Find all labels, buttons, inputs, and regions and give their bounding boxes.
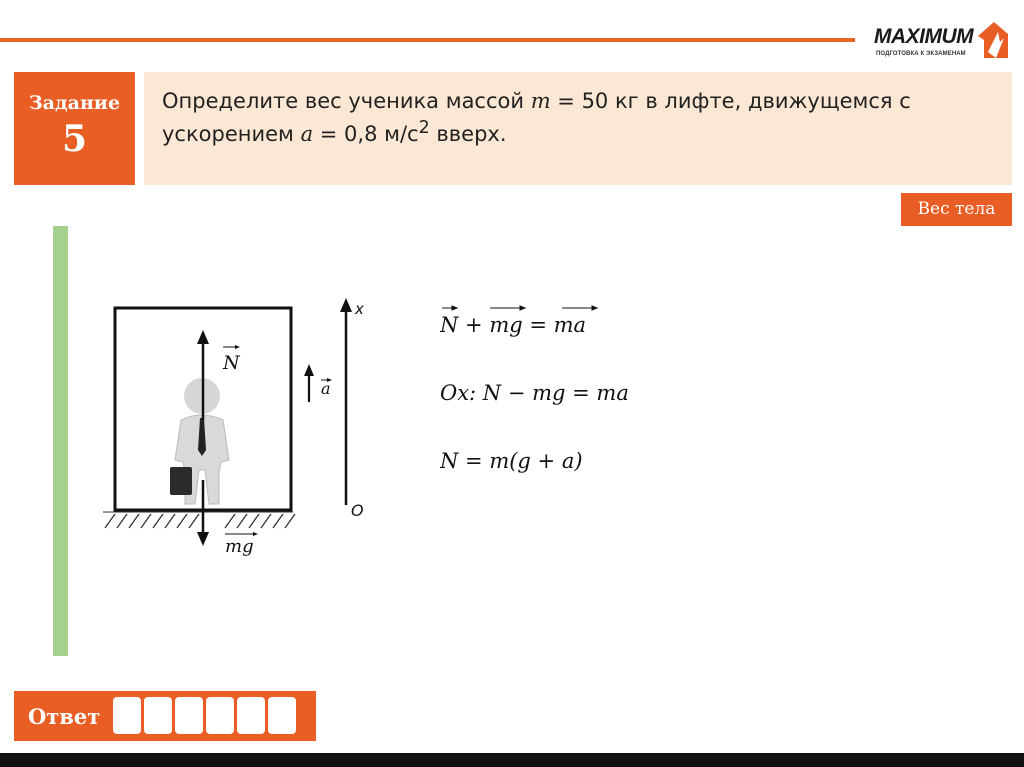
equation-result: N = m(g + a): [440, 449, 583, 473]
answer-cell[interactable]: [268, 697, 296, 734]
logo-tagline: ПОДГОТОВКА К ЭКЗАМЕНАМ: [876, 51, 966, 57]
x-axis-label: x: [355, 300, 364, 318]
elevator-diagram: [95, 290, 395, 570]
answer-cell[interactable]: [206, 697, 234, 734]
logo-house-icon: [976, 18, 1010, 62]
answer-cell[interactable]: [113, 697, 141, 734]
task-label: Задание: [28, 92, 121, 114]
question-text: [162, 86, 962, 150]
answer-label: Ответ: [28, 704, 101, 729]
question-part3: = 0,8 м/с: [313, 122, 419, 147]
question-part4: вверх.: [429, 122, 507, 147]
answer-cell[interactable]: [144, 697, 172, 734]
accel-symbol: a: [300, 122, 314, 147]
question-panel: [144, 72, 1012, 185]
task-number-box: [14, 72, 135, 185]
task-number: 5: [61, 118, 88, 160]
topic-badge[interactable]: Вес тела: [901, 193, 1012, 226]
logo-word: MAXIMUM: [874, 25, 974, 48]
student-figure: [170, 378, 229, 504]
answer-cells: [113, 697, 296, 734]
equation-projection: Ox: N − mg = ma: [440, 381, 629, 405]
answer-cell[interactable]: [237, 697, 265, 734]
equation-vector-sum: N + mg = ma: [440, 313, 587, 337]
answer-cell[interactable]: [175, 697, 203, 734]
question-superscript: 2: [418, 118, 430, 139]
normal-force-label: N: [223, 352, 240, 374]
acceleration-label: a: [321, 379, 331, 398]
origin-label: O: [351, 501, 364, 520]
floor-hatching: [105, 514, 295, 528]
maximum-logo: [872, 18, 1012, 68]
question-part2: = 50 кг в лифте, движущемся с ускорением: [162, 89, 911, 147]
green-side-bar: [53, 226, 68, 656]
answer-panel: [14, 691, 316, 741]
question-part1: Определите вес ученика массой: [162, 89, 531, 113]
mass-symbol: m: [530, 89, 551, 113]
gravity-force-label: mg: [225, 536, 254, 557]
top-divider: [0, 38, 855, 42]
equations-block: [440, 300, 700, 480]
bottom-bar: [0, 753, 1024, 767]
